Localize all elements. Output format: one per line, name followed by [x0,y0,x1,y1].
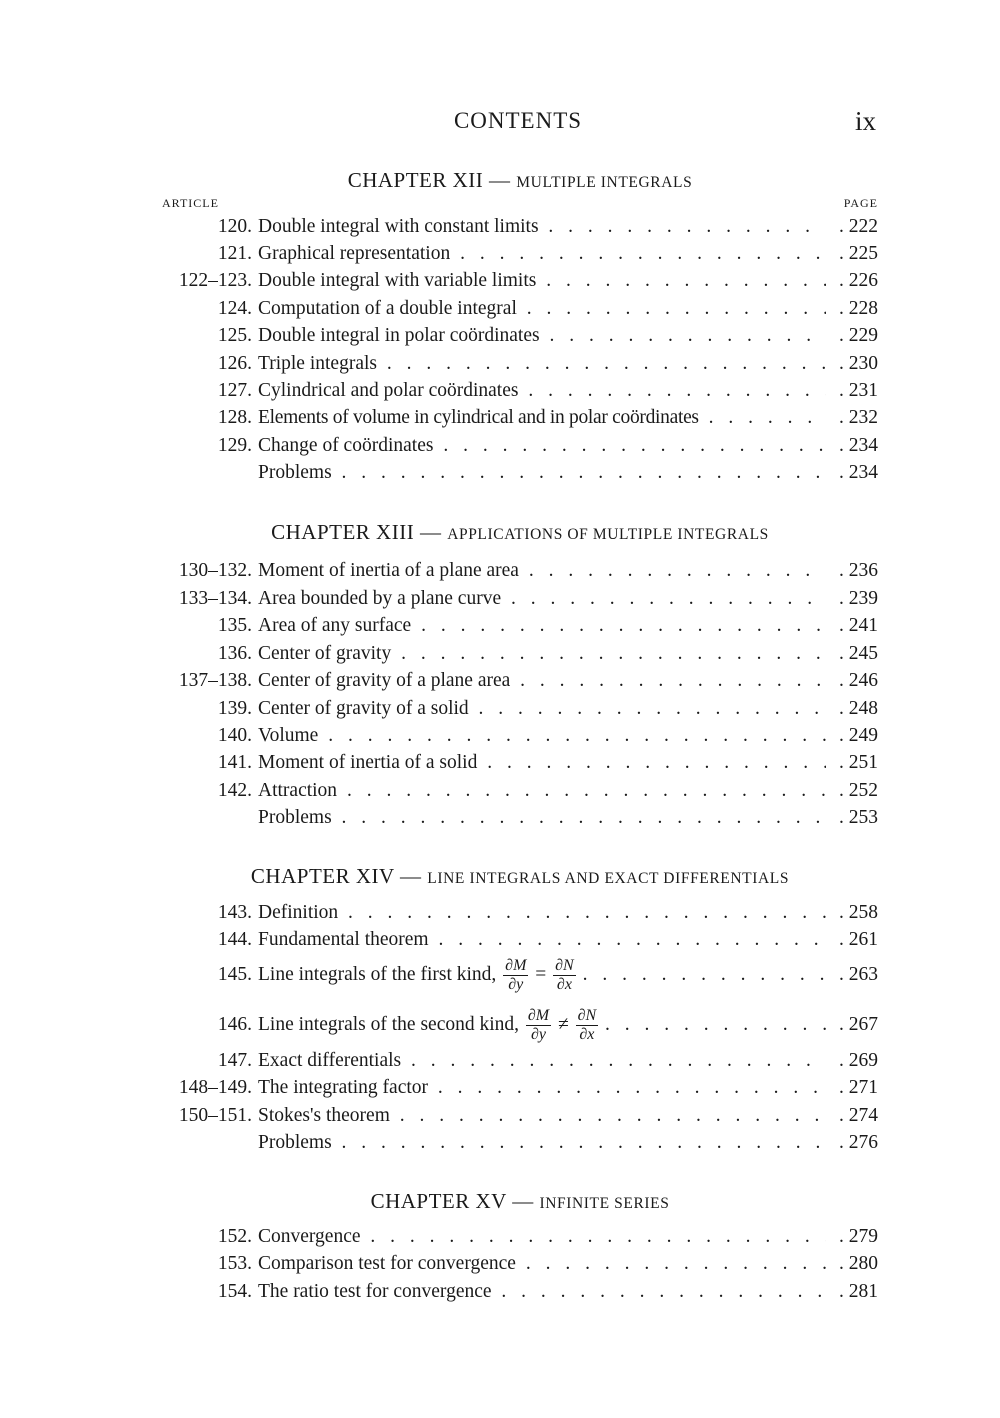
chapter-label: CHAPTER XIV [250,864,395,888]
entry-page: . 231 [826,378,878,404]
toc-entry[interactable] [150,696,878,722]
entry-page: . 230 [826,351,878,377]
toc-entry[interactable] [150,805,878,831]
entry-page: . 239 [826,586,878,612]
toc-entry[interactable] [150,460,878,486]
fraction-denominator: ∂x [556,976,572,994]
entry-number: 124. [217,298,252,319]
entry-page: . 234 [826,460,878,486]
chapter-subtitle: LINE INTEGRALS AND EXACT DIFFERENTIALS [427,870,790,887]
entry-title: Change of coördinates . . . [258,433,826,459]
toc-entry[interactable] [150,351,878,377]
entry-page: . 252 [826,778,878,804]
entry-title: Graphical representation . . . [258,241,826,267]
toc-entry[interactable] [150,405,878,431]
entry-number: 141. [217,752,252,773]
toc-entry[interactable] [150,1251,878,1277]
entry-page: . 226 [826,268,878,294]
toc-entry[interactable] [150,1130,878,1156]
toc-entry[interactable] [150,778,878,804]
entry-number: 139. [217,698,252,719]
entry-title-with-formula [258,950,826,1000]
entry-title: Attraction . . . [258,778,826,804]
toc-entry[interactable] [150,641,878,667]
entry-number: 148–149. [178,1077,252,1098]
entry-title: Triple integrals . . . [258,351,826,377]
entry-number: 136. [217,643,252,664]
entry-title: Line integrals of the first kind, [258,964,497,985]
entry-page: . 248 [826,696,878,722]
entry-page: . 271 [826,1075,878,1101]
entry-title: Double integral in polar coördinates . . . [258,323,826,349]
entry-number: 144. [217,929,252,950]
page-title: CONTENTS [453,108,583,133]
entry-page: . 251 [826,750,878,776]
entry-title: Double integral with variable limits . . . [258,268,826,294]
toc-entry[interactable] [150,214,878,240]
chapter-label: CHAPTER XIII [271,520,415,544]
page-column-header: PAGE [843,196,878,210]
entry-page: . 245 [826,641,878,667]
entry-number: 120. [217,216,252,237]
formula-operator: ≠ [558,1014,569,1035]
entry-title: Moment of inertia of a plane area . . . [258,558,826,584]
toc-entry[interactable] [150,1103,878,1129]
chapter-heading-xiii [0,520,1000,545]
entry-page: . 274 [826,1103,878,1129]
entry-number: 129. [217,435,252,456]
entry-number: 145. [217,964,252,985]
toc-entry[interactable] [150,241,878,267]
entry-number: 142. [217,780,252,801]
chapter-label: CHAPTER XV [370,1189,507,1213]
entry-number: 130–132. [178,560,252,581]
entry-page: . 269 [826,1048,878,1074]
entry-number: 135. [217,615,252,636]
entry-title: The integrating factor . . . [258,1075,826,1101]
entry-title: Definition . . . [258,900,826,926]
entry-number: 127. [217,380,252,401]
entry-title: Elements of volume in cylindrical and in polar coördinates . . . [258,405,826,431]
toc-entry[interactable] [150,723,878,749]
entry-page: . 279 [826,1224,878,1250]
toc-entry[interactable] [150,558,878,584]
chapter-heading-xiv [0,864,1000,889]
entry-number: 143. [217,902,252,923]
entry-page: . 258 [826,900,878,926]
entry-page: . 249 [826,723,878,749]
entry-number: 126. [217,353,252,374]
toc-entry[interactable] [150,1048,878,1074]
entry-title: Center of gravity of a solid . . . [258,696,826,722]
chapter-dash: — [394,864,428,888]
entry-title: Fundamental theorem . . . [258,927,826,953]
partial-fraction-m-y [526,1007,551,1044]
chapter-dash: — [414,520,448,544]
entry-title: Problems . . . [258,805,826,831]
entry-number: 154. [217,1281,252,1302]
partial-fraction-m-y [503,957,528,994]
entry-title: Convergence . . . [258,1224,826,1250]
entry-page: . 229 [826,323,878,349]
entry-number: 147. [217,1050,252,1071]
chapter-heading-xii [0,168,1000,193]
page-number: ix [854,106,876,136]
entry-title: Problems . . . [258,460,826,486]
toc-entry[interactable] [150,613,878,639]
entry-title: Line integrals of the second kind, [258,1014,520,1035]
entry-title: Comparison test for convergence . . . [258,1251,826,1277]
toc-entry[interactable] [150,1279,878,1305]
entry-title: Problems . . . [258,1130,826,1156]
toc-entry[interactable] [150,1075,878,1101]
entry-page: . 246 [826,668,878,694]
toc-entry[interactable] [150,296,878,322]
entry-title: Computation of a double integral . . . [258,296,826,322]
entry-number: 133–134. [178,588,252,609]
entry-title-with-formula [258,1000,826,1050]
chapter-label: CHAPTER XII [347,168,484,192]
entry-title: Double integral with constant limits . . . [258,214,826,240]
entry-title: Area of any surface . . . [258,613,826,639]
entry-page: . 241 [826,613,878,639]
entry-number: 150–151. [178,1105,252,1126]
entry-page: . 261 [826,927,878,953]
chapter-subtitle: INFINITE SERIES [539,1195,670,1212]
fraction-numerator: ∂N [577,1007,597,1025]
toc-entry[interactable] [150,268,878,294]
entry-title: Center of gravity . . . [258,641,826,667]
entry-page: . 225 [826,241,878,267]
entry-number: 146. [217,1014,252,1035]
entry-title: Stokes's theorem . . . [258,1103,826,1129]
entry-title: The ratio test for convergence . . . [258,1279,826,1305]
entry-number: 140. [217,725,252,746]
entry-title: Volume . . . [258,723,826,749]
entry-page: . 267 [826,1012,878,1038]
entry-page: . 222 [826,214,878,240]
chapter-dash: — [506,1189,540,1213]
fraction-numerator: ∂M [527,1007,550,1025]
entry-page: . 276 [826,1130,878,1156]
partial-fraction-n-x [553,957,576,994]
toc-entry[interactable] [150,433,878,459]
toc-entry[interactable] [150,668,878,694]
entry-number: 128. [217,407,252,428]
fraction-denominator: ∂x [579,1026,595,1044]
entry-title: Exact differentials . . . [258,1048,826,1074]
toc-entry[interactable] [150,586,878,612]
toc-entry[interactable] [150,950,878,1000]
partial-fraction-n-x [576,1007,599,1044]
toc-entry[interactable] [150,323,878,349]
entry-page: . 234 [826,433,878,459]
fraction-numerator: ∂M [505,957,527,975]
entry-number: 153. [217,1253,252,1274]
toc-entry[interactable] [150,1224,878,1250]
chapter-subtitle: MULTIPLE INTEGRALS [516,174,693,191]
fraction-denominator: ∂y [531,1026,547,1044]
entry-title: Moment of inertia of a solid . . . [258,750,826,776]
entry-number: 122–123. [178,270,252,291]
article-column-header: ARTICLE [162,196,219,210]
chapter-heading-xv [0,1189,1000,1214]
entry-number: 152. [217,1226,252,1247]
entry-page: . 280 [826,1251,878,1277]
entry-title: Area bounded by a plane curve . . . [258,586,826,612]
fraction-denominator: ∂y [508,976,524,994]
toc-entry[interactable] [150,750,878,776]
chapter-subtitle: APPLICATIONS OF MULTIPLE INTEGRALS [447,526,769,543]
entry-number: 137–138. [178,670,252,691]
entry-number: 125. [217,325,252,346]
entry-page: . 232 [826,405,878,431]
toc-entry[interactable] [150,378,878,404]
chapter-dash: — [483,168,517,192]
toc-entry[interactable] [150,1000,878,1050]
entry-page: . 253 [826,805,878,831]
entry-page: . 281 [826,1279,878,1305]
fraction-numerator: ∂N [555,957,574,975]
formula-operator: = [535,964,547,985]
toc-entry[interactable] [150,900,878,926]
entry-title: Center of gravity of a plane area . . . [258,668,826,694]
entry-page: . 236 [826,558,878,584]
entry-page: . 263 [826,962,878,988]
entry-number: 121. [217,243,252,264]
entry-title: Cylindrical and polar coördinates . . . [258,378,826,404]
entry-page: . 228 [826,296,878,322]
